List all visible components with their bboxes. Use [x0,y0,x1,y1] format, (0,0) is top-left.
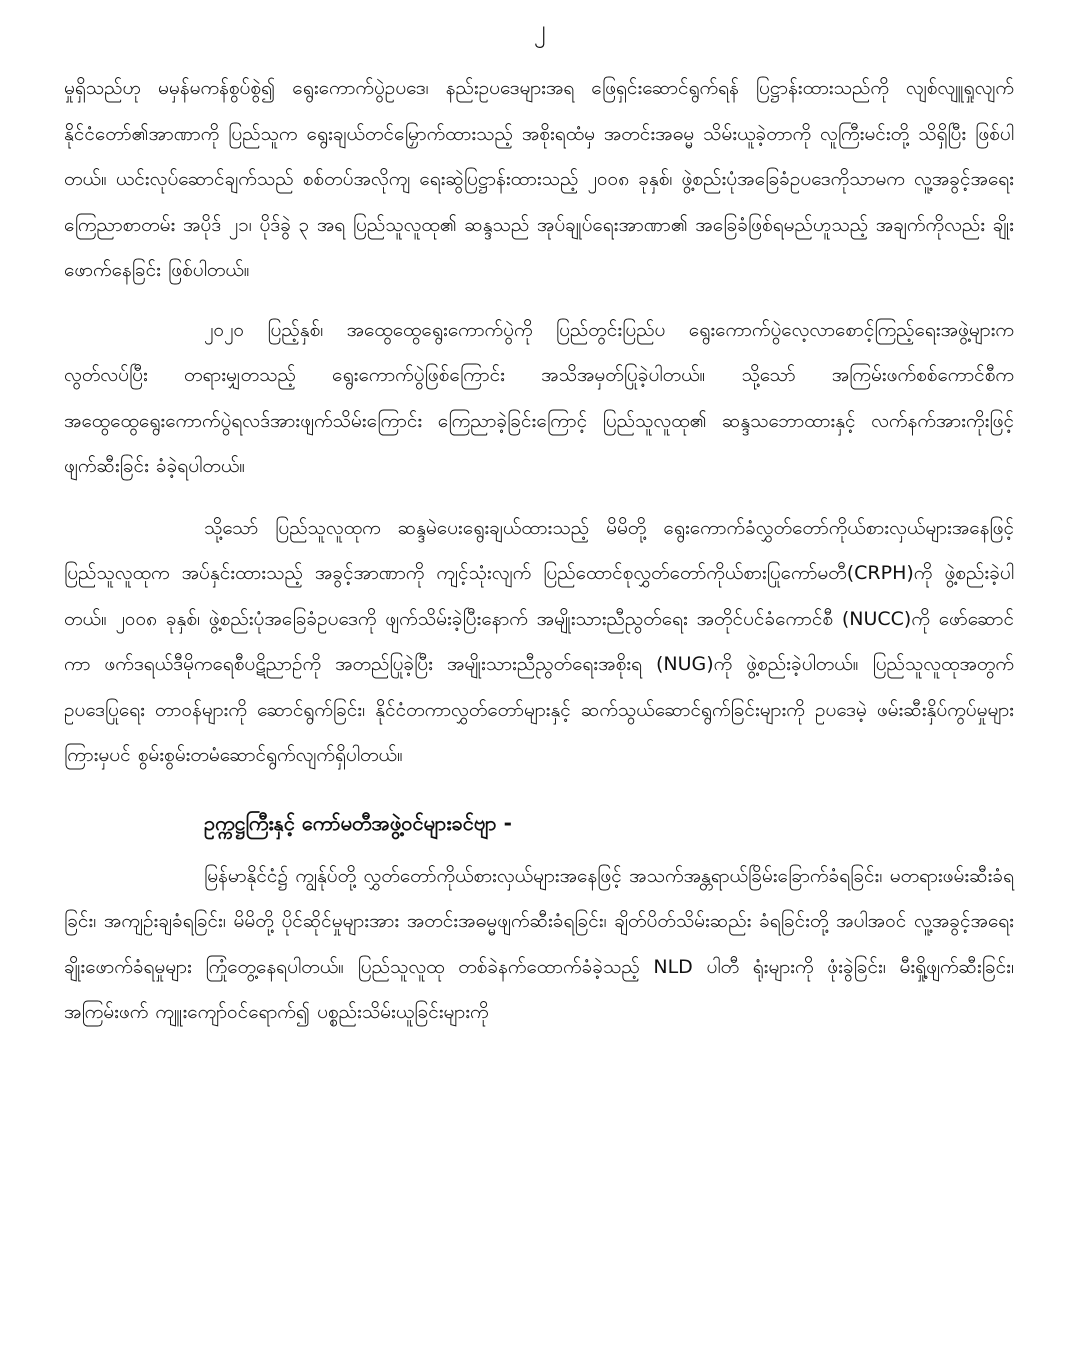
document-body [64,66,1014,1036]
paragraph-2: ၂၀၂၀ ပြည့်နှစ်၊ အထွေထွေရွေးကောက်ပွဲကို ပြည်တွင်းပြည်ပ ရွေးကောက်ပွဲလေ့လာစောင့်ကြည့်ရေးအဖွဲ့များက လွတ်လပ်ပြီး တရားမျှတသည့် ရွေးကောက်ပွဲဖြစ်ကြောင်း အသိအမှတ်ပြုခဲ့ပါတယ်။ သို့သော် အကြမ်းဖက်စစ်ကောင်စီက အထွေထွေရွေးကောက်ပွဲရလဒ်အားဖျက်သိမ်းကြောင်း ကြေညာခဲ့ခြင်းကြောင့် ပြည်သူလူထု၏ ဆန္ဒသဘောထားနှင့် လက်နက်အားကိုးဖြင့် ဖျက်ဆီးခြင်း ခံခဲ့ရပါတယ်။ [64,318,1014,477]
paragraph-3: သို့သော် ပြည်သူလူထုက ဆန္ဒမဲပေးရွေးချယ်ထားသည့် မိမိတို့ ရွေးကောက်ခံလွှတ်တော်ကိုယ်စားလှယ်များအနေဖြင့် ပြည်သူလူထုက အပ်နှင်းထားသည့် အခွင့်အာဏာကို ကျင့်သုံးလျက် ပြည်ထောင်စုလွှတ်တော်ကိုယ်စားပြုကော်မတီ(CRPH)ကို ဖွဲ့စည်းခဲ့ပါတယ်။ ၂၀၀၈ ခုနှစ်၊ ဖွဲ့စည်းပုံအခြေခံဥပဒေကို ဖျက်သိမ်းခဲ့ပြီးနောက် အမျိုးသားညီညွတ်ရေး အတိုင်ပင်ခံကောင်စီ (NUCC)ကို ဖော်ဆောင်ကာ ဖက်ဒရယ်ဒီမိုကရေစီပဋိညာဉ်ကို အတည်ပြုခဲ့ပြီး အမျိုးသားညီညွတ်ရေးအစိုးရ (NUG)ကို ဖွဲ့စည်းခဲ့ပါတယ်။ ပြည်သူလူထုအတွက် ဥပဒေပြုရေး တာဝန်များကို ဆောင်ရွက်ခြင်း၊ နိုင်ငံတကာလွှတ်တော်များနှင့် ဆက်သွယ်ဆောင်ရွက်ခြင်းများကို ဥပဒေမဲ့ ဖမ်းဆီးနှိပ်ကွပ်မှုများကြားမှပင် စွမ်းစွမ်းတမံဆောင်ရွက်လျက်ရှိပါတယ်။ [64,516,1014,766]
paragraph-4: မြန်မာနိုင်ငံ၌ ကျွန်ုပ်တို့ လွှတ်တော်ကိုယ်စားလှယ်များအနေဖြင့် အသက်အန္တရာယ်ခြိမ်းခြောက်ခံရခြင်း၊ မတရားဖမ်းဆီးခံရခြင်း၊ အကျဉ်းချခံရခြင်း၊ မိမိတို့ ပိုင်ဆိုင်မှုများအား အတင်းအဓမ္မဖျက်ဆီးခံရခြင်း၊ ချိတ်ပိတ်သိမ်းဆည်း ခံရခြင်းတို့ အပါအဝင် လူ့အခွင့်အရေးချိုးဖောက်ခံရမှုများ ကြုံတွေ့နေရပါတယ်။ ပြည်သူလူထု တစ်ခဲနက်ထောက်ခံခဲ့သည့် NLD ပါတီ ရုံးများကို ဖုံးခွဲခြင်း၊ မီးရှို့ဖျက်ဆီးခြင်း၊ အကြမ်းဖက် ကျူးကျော်ဝင်ရောက်၍ ပစ္စည်းသိမ်းယူခြင်းများကို [64,864,1014,1023]
paragraph-1: မှုရှိသည်ဟု မမှန်မကန်စွပ်စွဲ၍ ရွေးကောက်ပွဲဥပဒေ၊ နည်းဥပဒေများအရ ဖြေရှင်းဆောင်ရွက်ရန် ပြဋ္ဌာန်းထားသည်ကို လျစ်လျူရှုလျက် နိုင်ငံတော်၏အာဏာကို ပြည်သူက ရွေးချယ်တင်မြှောက်ထားသည့် အစိုးရထံမှ အတင်းအဓမ္မ သိမ်းယူခဲ့တာကို လူကြီးမင်းတို့ သိရှိပြီး ဖြစ်ပါတယ်။ ယင်းလုပ်ဆောင်ချက်သည် စစ်တပ်အလိုကျ ရေးဆွဲပြဋ္ဌာန်းထားသည့် ၂၀၀၈ ခုနှစ်၊ ဖွဲ့စည်းပုံအခြေခံဥပဒေကိုသာမက လူ့အခွင့်အရေး ကြေညာစာတမ်း အပိုဒ် ၂၁၊ ပိုဒ်ခွဲ ၃ အရ ပြည်သူလူထု၏ ဆန္ဒသည် အုပ်ချုပ်ရေးအာဏာ၏ အခြေခံဖြစ်ရမည်ဟူသည့် အချက်ကိုလည်း ချိုးဖောက်နေခြင်း ဖြစ်ပါတယ်။ [64,77,1014,281]
section-heading: ဥက္ကဋ္ဌကြီးနှင့် ကော်မတီအဖွဲ့ဝင်များခင်ဗျာ - [204,810,512,835]
page-number: ၂ [533,15,546,43]
